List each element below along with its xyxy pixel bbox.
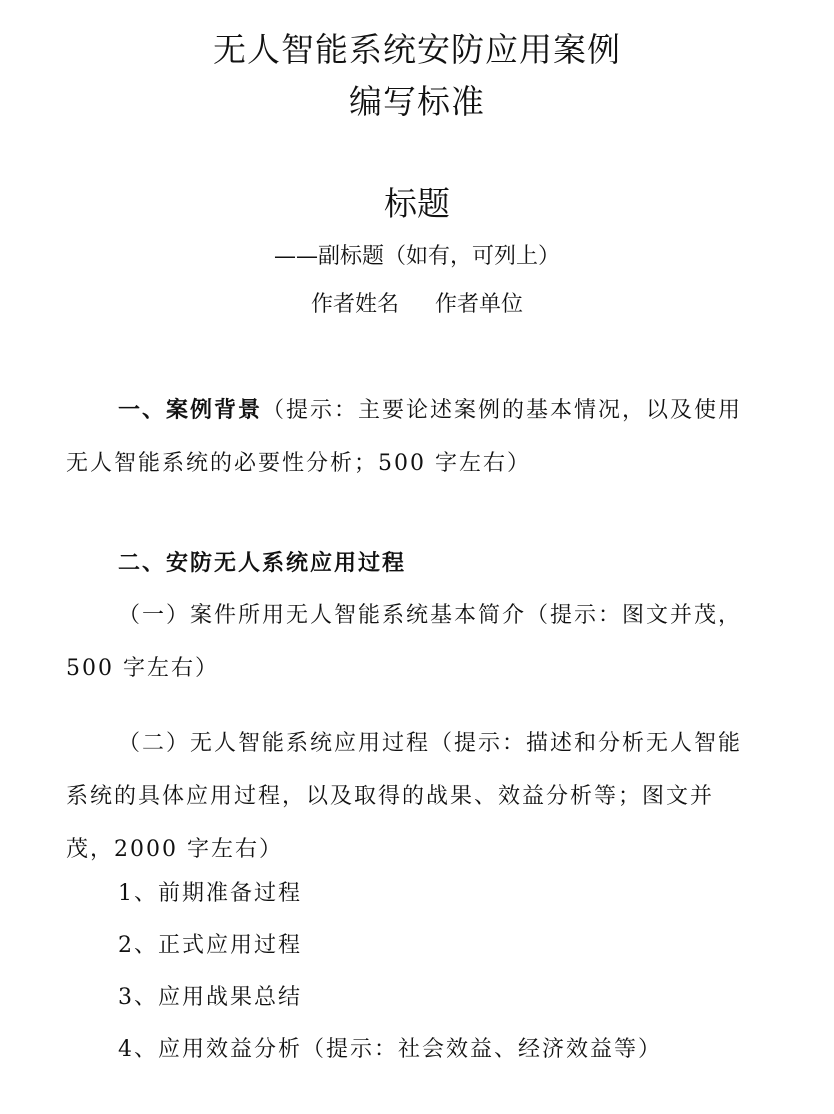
section-application-label: 二、安防无人系统应用过程 bbox=[118, 550, 407, 576]
subsection-application-process bbox=[66, 717, 756, 876]
author-line bbox=[0, 290, 834, 320]
subsection-system-intro-text: （一）案件所用无人智能系统基本简介（提示：图文并茂，500 字左右） bbox=[66, 603, 743, 681]
subsection-application-process-text: （二）无人智能系统应用过程（提示：描述和分析无人智能系统的具体应用过程，以及取得的战果、效益分析等；图文并茂，2000 字左右） bbox=[66, 731, 743, 862]
section-background bbox=[66, 384, 756, 490]
section-background-label: 一、案例背景 bbox=[118, 397, 263, 423]
section-application bbox=[66, 537, 756, 590]
article-heading: 标题 bbox=[384, 184, 450, 223]
document-title-line-2: 编写标准 bbox=[349, 82, 485, 121]
list-item: 3、应用战果总结 bbox=[118, 985, 302, 1010]
list-item: 2、正式应用过程 bbox=[118, 933, 302, 958]
author-name: 作者姓名 bbox=[310, 292, 399, 317]
list-item: 4、应用效益分析（提示：社会效益、经济效益等） bbox=[118, 1037, 662, 1062]
list-item: 1、前期准备过程 bbox=[118, 881, 302, 906]
document-title-line-1: 无人智能系统安防应用案例 bbox=[213, 30, 621, 69]
author-unit: 作者单位 bbox=[435, 292, 524, 317]
subsection-system-intro bbox=[66, 589, 756, 695]
section-background-hint: （提示：主要论述案例的基本情况，以及使用无人智能系统的必要性分析；500 字左右） bbox=[66, 398, 743, 476]
article-subtitle: ——副标题（如有，可列上） bbox=[273, 244, 560, 269]
